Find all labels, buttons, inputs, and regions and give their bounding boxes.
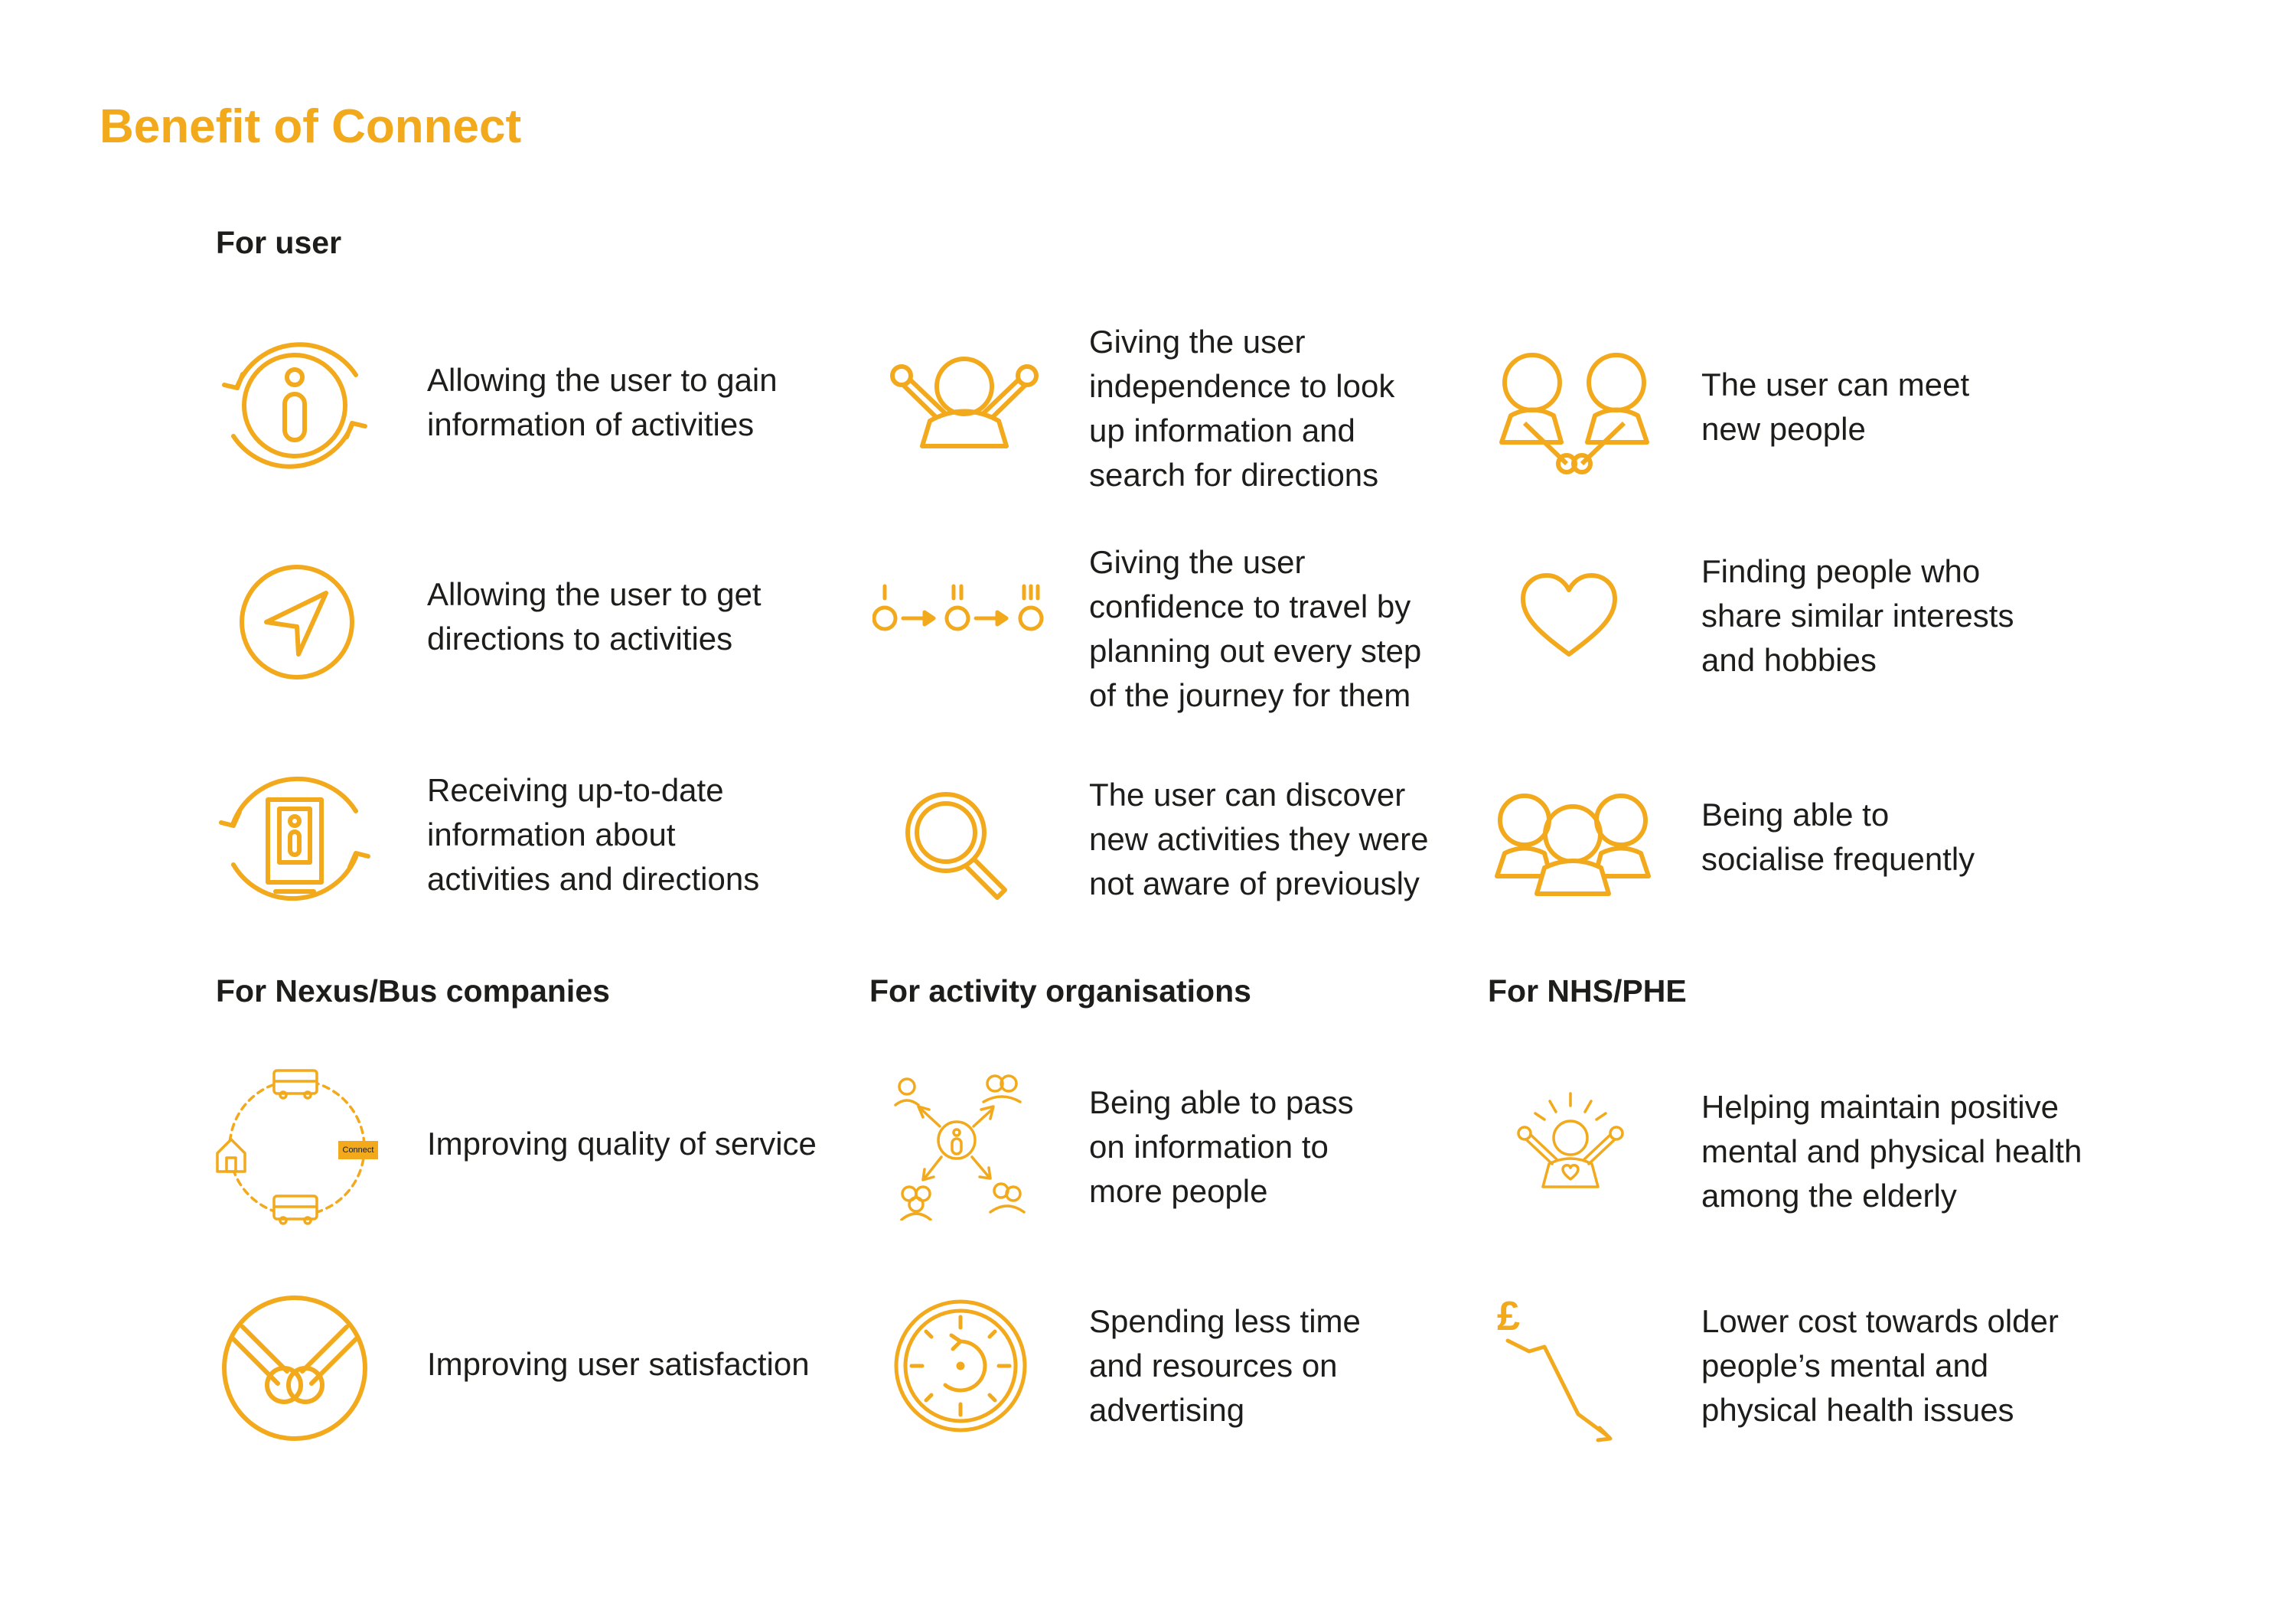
user-benefit-text-9: Being able to socialise frequently <box>1701 797 1975 877</box>
bus-benefit-text-1: Improving quality of service <box>427 1126 817 1162</box>
user-benefit-text-1: Allowing the user to gain information of activities <box>427 362 778 442</box>
navigation-arrow-icon <box>236 561 358 683</box>
activity-benefit-text-2: Spending less time and resources on advertising <box>1089 1303 1361 1428</box>
bus-stop-info-cycle-icon <box>210 761 379 914</box>
pound-decrease-icon <box>1492 1293 1630 1446</box>
user-benefit-text-5: Giving the user confidence to travel by planning out every step of the journey for them <box>1089 544 1422 713</box>
user-benefit-text-7: Receiving up-to-date information about activities and directions <box>427 772 760 897</box>
section-heading-for-activity: For activity organisations <box>869 973 1251 1009</box>
bus-route-cycle-icon <box>213 1067 381 1228</box>
group-of-people-icon <box>1492 788 1653 899</box>
user-benefit-text-6: Finding people who share similar interests and hobbies <box>1701 553 2014 678</box>
clock-icon <box>892 1297 1029 1435</box>
section-heading-for-user: For user <box>216 225 342 260</box>
nhs-benefit-text-1: Helping maintain positive mental and physical health among the elderly <box>1701 1089 2082 1214</box>
svg-text:£: £ <box>1497 1293 1521 1339</box>
happy-elderly-person-icon <box>1508 1090 1638 1198</box>
raised-arms-person-icon <box>888 348 1041 455</box>
handshake-icon <box>218 1292 371 1445</box>
info-cycle-icon <box>210 325 379 486</box>
journey-steps-icon <box>872 583 1049 637</box>
section-heading-for-nhs: For NHS/PHE <box>1488 973 1687 1009</box>
nhs-benefit-text-2: Lower cost towards older people’s mental and physical health issues <box>1701 1303 2059 1428</box>
user-benefit-text-8: The user can discover new activities they were not aware of previously <box>1089 777 1429 901</box>
information-network-icon <box>888 1071 1041 1221</box>
connect-badge: Connect <box>338 1141 378 1159</box>
heart-icon <box>1519 572 1619 660</box>
two-people-holding-hands-icon <box>1494 350 1655 477</box>
magnifier-icon <box>902 788 1016 903</box>
user-benefit-text-3: The user can meet new people <box>1701 367 1970 447</box>
bus-benefit-text-2: Improving user satisfaction <box>427 1346 810 1382</box>
page-title: Benefit of Connect <box>99 100 522 153</box>
activity-benefit-text-1: Being able to pass on information to more people <box>1089 1084 1354 1209</box>
user-benefit-text-4: Allowing the user to get directions to activities <box>427 576 762 657</box>
section-heading-for-bus: For Nexus/Bus companies <box>216 973 610 1009</box>
user-benefit-text-2: Giving the user independence to look up information and search for directions <box>1089 324 1395 493</box>
